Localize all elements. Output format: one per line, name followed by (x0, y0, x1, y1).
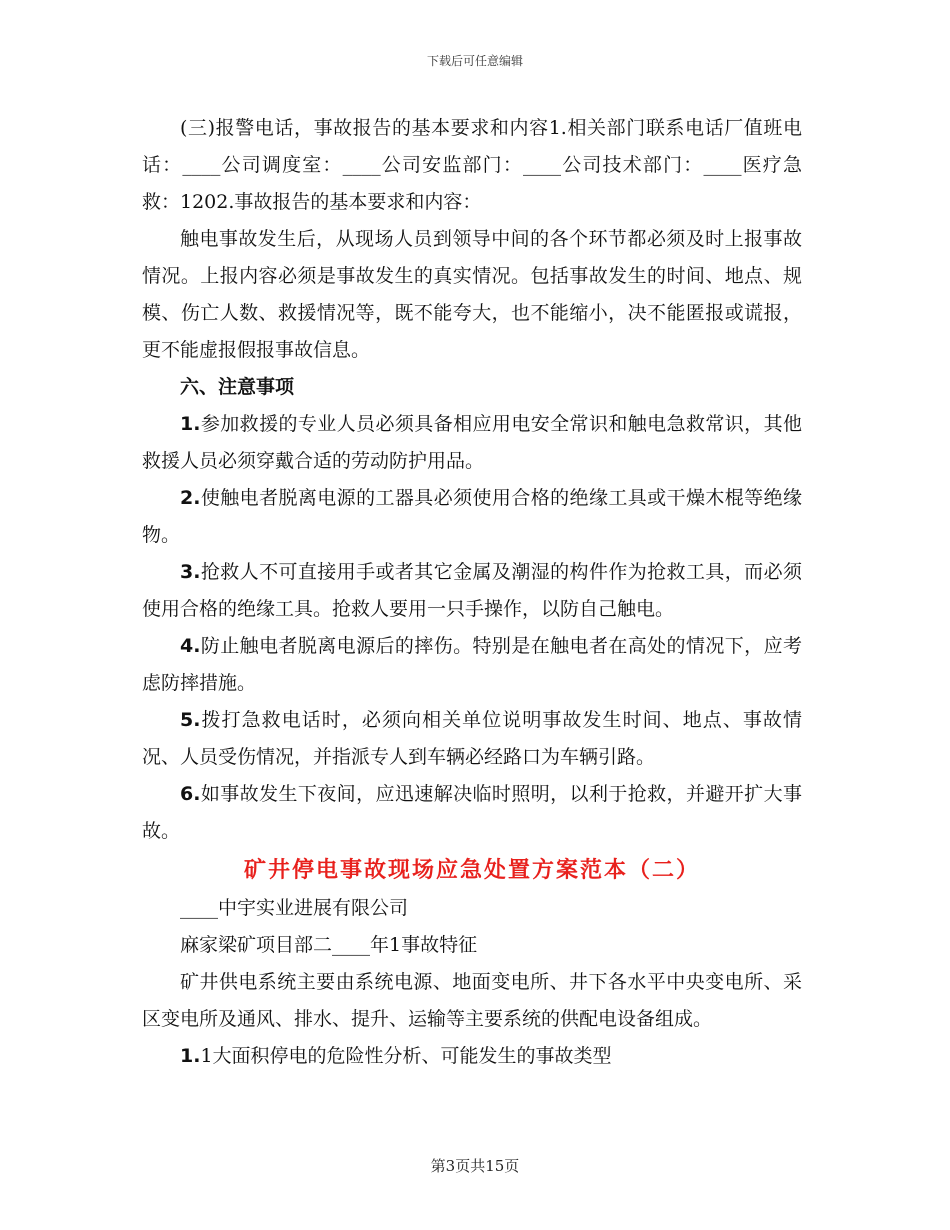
section-heading-notes: 六、注意事项 (180, 376, 295, 398)
list-item-text: 拨打急救电话时，必须向相关单位说明事故发生时间、地点、事故情况、人员受伤情况，并指派专人到车辆必经路口为车辆引路。 (142, 709, 802, 768)
subsection-number: 1. (180, 1045, 201, 1067)
list-item-text: 防止触电者脱离电源后的摔伤。特别是在触电者在高处的情况下，应考虑防摔措施。 (142, 635, 802, 694)
paragraph-report-requirements: 触电事故发生后，从现场人员到领导中间的各个环节都必须及时上报事故情况。上报内容必须是事故发生的真实情况。包括事故发生的时间、地点、规模、伤亡人数、救援情况等，既不能夸大，也不能缩小，决不能匿报或谎报，更不能虚报假报事故信息。 (142, 228, 802, 361)
list-item-text: 抢救人不可直接用手或者其它金属及潮湿的构件作为抢救工具，而必须使用合格的绝缘工具。抢救人要用一只手操作，以防自己触电。 (142, 561, 802, 620)
document-title-part2: 矿井停电事故现场应急处置方案范本（二） (243, 857, 700, 883)
page-header: 下载后可任意编辑 (426, 54, 523, 68)
list-item-number: 2. (180, 487, 201, 509)
subsection-text: 1大面积停电的危险性分析、可能发生的事故类型 (200, 1045, 612, 1067)
paragraph-alarm-phone: (三)报警电话，事故报告的基本要求和内容1.相关部门联系电话厂值班电话：____公司调度室：____公司安监部门：____公司技术部门：____医疗急救：1202.事故报告的基本要求和内容： (142, 117, 802, 213)
page-footer: 第3页共15页 (430, 1157, 520, 1175)
list-item-4 (142, 628, 802, 702)
subsection-heading (142, 1038, 802, 1075)
list-item-text: 使触电者脱离电源的工器具必须使用合格的绝缘工具或干燥木棍等绝缘物。 (142, 487, 802, 546)
list-item-3 (142, 554, 802, 628)
list-item-number: 3. (180, 561, 201, 583)
project-line: 麻家梁矿项目部二____年1事故特征 (180, 934, 478, 956)
list-item-1 (142, 406, 802, 480)
document-body (142, 110, 802, 1075)
list-item-text: 如事故发生下夜间，应迅速解决临时照明，以利于抢救，并避开扩大事故。 (142, 783, 802, 842)
paragraph-power-system: 矿井供电系统主要由系统电源、地面变电所、井下各水平中央变电所、采区变电所及通风、排水、提升、运输等主要系统的供配电设备组成。 (142, 971, 802, 1030)
list-item-number: 1. (180, 413, 201, 435)
list-item-5 (142, 702, 802, 776)
list-item-number: 5. (180, 709, 201, 731)
list-item-text: 参加救援的专业人员必须具备相应用电安全常识和触电急救常识，其他救援人员必须穿戴合适的劳动防护用品。 (142, 413, 802, 472)
list-item-number: 4. (180, 635, 201, 657)
list-item-6 (142, 776, 802, 850)
list-item-number: 6. (180, 783, 201, 805)
company-line: ____中宇实业进展有限公司 (180, 897, 409, 919)
list-item-2 (142, 480, 802, 554)
